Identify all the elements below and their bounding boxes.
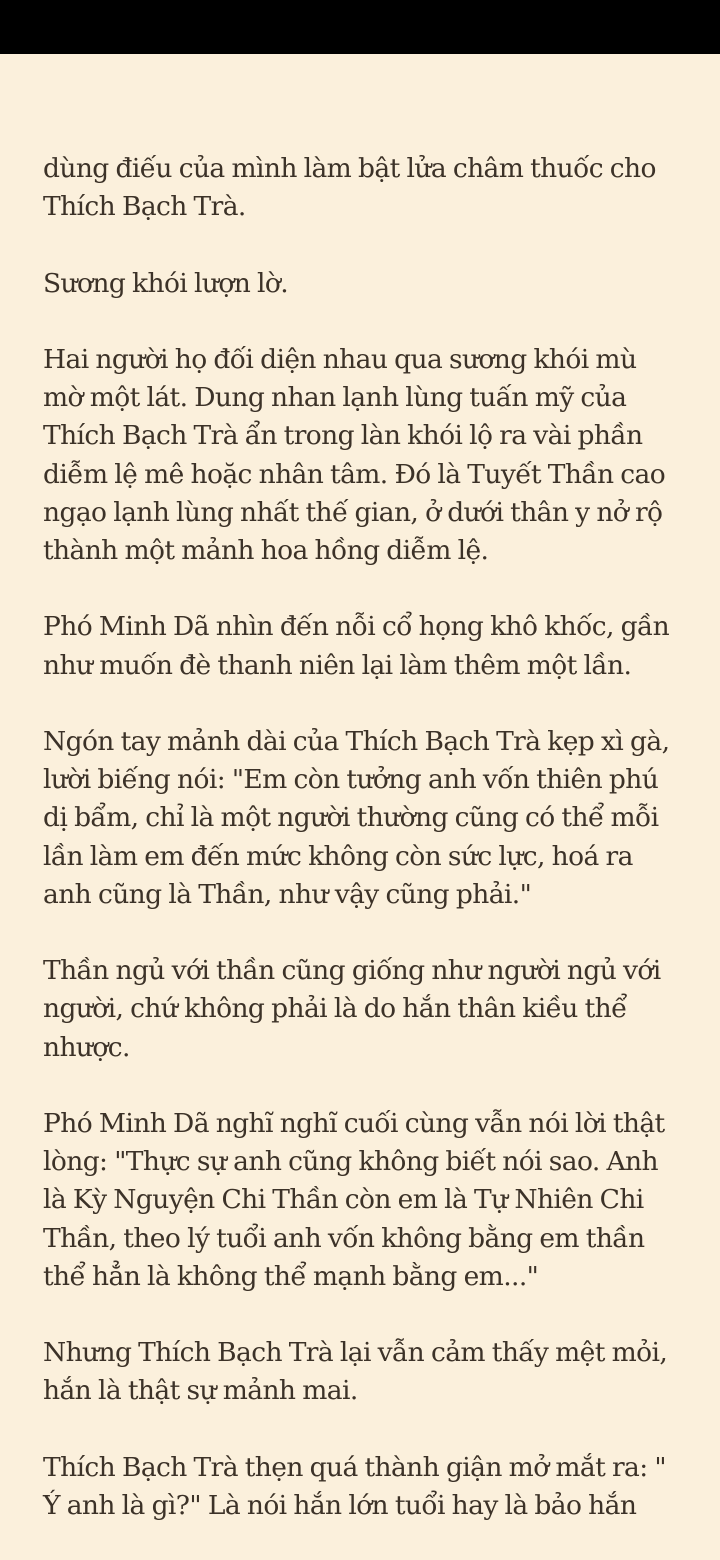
- paragraph: Phó Minh Dã nhìn đến nỗi cổ họng khô khốc, gần như muốn đè thanh niên lại làm thêm một lần.: [43, 611, 670, 681]
- status-bar: [0, 0, 720, 54]
- paragraph: Hai người họ đối diện nhau qua sương khói mù mờ một lát. Dung nhan lạnh lùng tuấn mỹ của Thích Bạch Trà ẩn trong làn khói lộ ra vài phần diễm lệ mê hoặc nhân tâm. Đó là Tuyết Thần cao ngạo lạnh lùng nhất thế gian, ở dưới thân y nở rộ thành một mảnh hoa hồng diễm lệ.: [43, 343, 666, 566]
- paragraph: Ngón tay mảnh dài của Thích Bạch Trà kẹp xì gà, lười biếng nói: "Em còn tưởng anh vốn thiên phú dị bẩm, chỉ là một người thường cũng có thể mỗi lần làm em đến mức không còn sức lực, hoá ra anh cũng là Thần, như vậy cũng phải.": [43, 725, 670, 910]
- paragraph: Thích Bạch Trà thẹn quá thành giận mở mắt ra: " Ý anh là gì?" Là nói hắn lớn tuổi hay là bảo hắn: [43, 1451, 666, 1521]
- paragraph: dùng điếu của mình làm bật lửa châm thuốc cho Thích Bạch Trà.: [43, 153, 656, 223]
- paragraph: Thần ngủ với thần cũng giống như người ngủ với người, chứ không phải là do hắn thân kiều thể nhược.: [43, 955, 661, 1063]
- chapter-text: [43, 150, 677, 1560]
- paragraph: Phó Minh Dã nghĩ nghĩ cuối cùng vẫn nói lời thật lòng: "Thực sự anh cũng không biết nói sao. Anh là Kỳ Nguyện Chi Thần còn em là Tự Nhiên Chi Thần, theo lý tuổi anh vốn không bằng em thần thể hẳn là không thể mạnh bằng em...": [43, 1107, 665, 1292]
- paragraph: Sương khói lượn lờ.: [43, 267, 289, 299]
- paragraph: Nhưng Thích Bạch Trà lại vẫn cảm thấy mệt mỏi, hắn là thật sự mảnh mai.: [43, 1337, 668, 1407]
- reading-area[interactable]: [0, 54, 720, 1560]
